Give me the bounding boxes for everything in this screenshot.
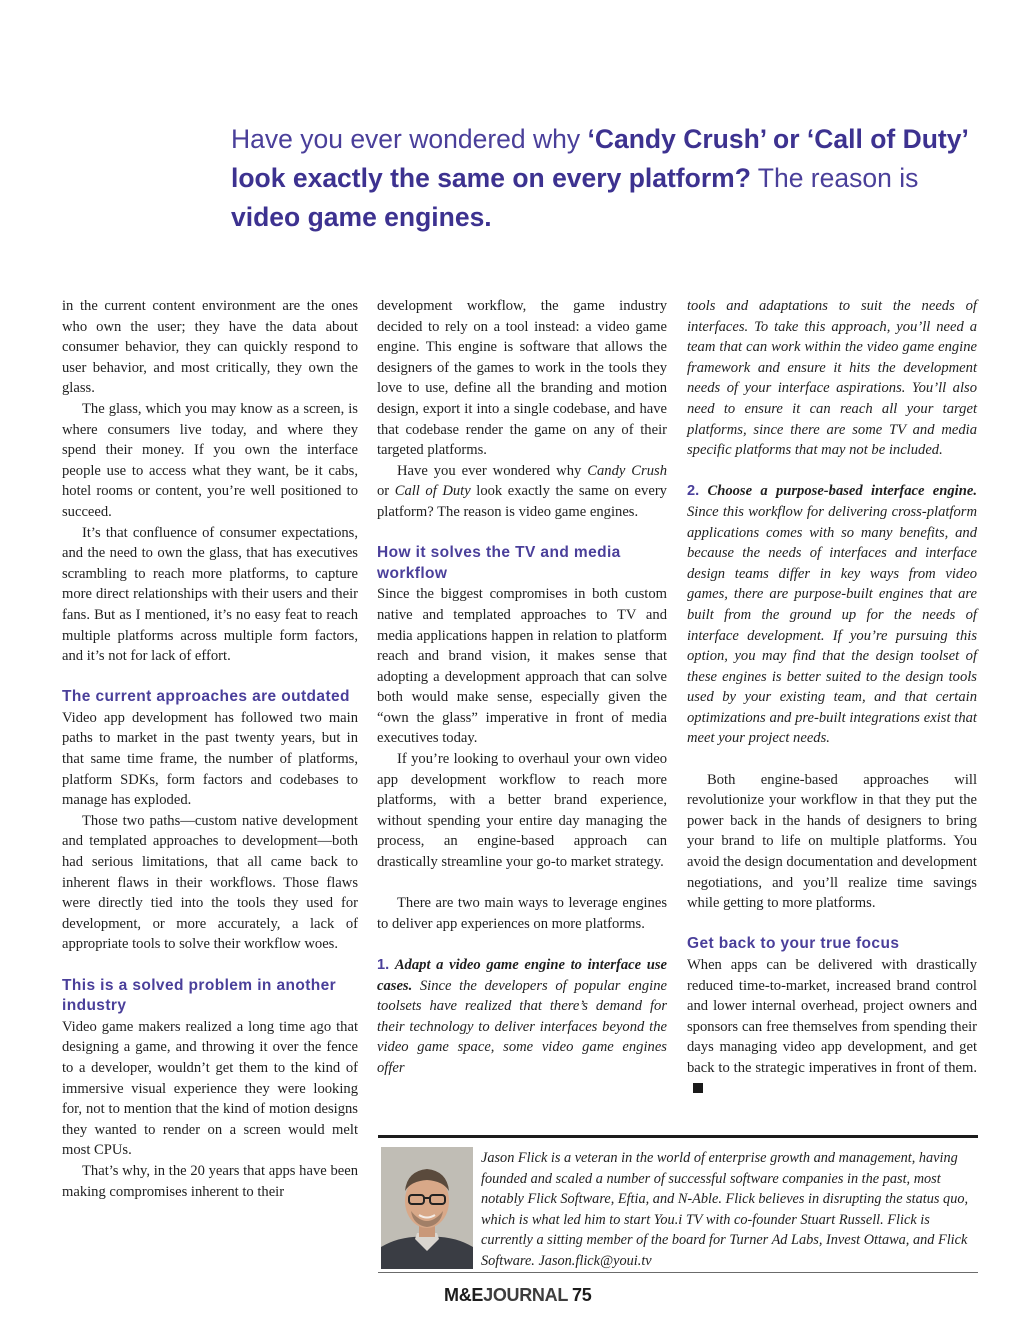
paragraph: Since the biggest compromises in both custom native and templated approaches to TV and media applications happen in relation to platform reach and brand vision, it makes sense that adopting a development approach that can solve both would make sense, especially given the “own the glass” imperative in front of media executives today. — [377, 586, 667, 747]
paragraph: There are two main ways to leverage engines to deliver app experiences on more platforms. — [377, 895, 667, 932]
paragraph: If you’re looking to overhaul your own video app development workflow to reach more platforms, with a better brand experience, without spending your entire day managing the process, an engine-based approach can drastically streamline your go-to market strategy. — [377, 751, 667, 871]
paragraph: Video game makers realized a long time ago that designing a game, and throwing it over the fence to a developer, wouldn’t get them to the kind of immersive visual experience they were looking for, not to mention that the kind of motion designs they wanted to render on a screen would melt most CPUs. — [62, 1018, 358, 1159]
paragraph: Video app development has followed two main paths to market in the past twenty years, but in that same time frame, the number of platforms, platform SDKs, form factors and codebases to manage has exploded. — [62, 709, 358, 809]
list-text: Since this workflow for delivering cross-platform applications comes with so many benefits, and because the needs of interfaces and interface design teams differ in key ways from video games, there are purpose-built engines that are built from the ground up for the needs of interface development. If you’re pursuing this option, you may find that the design toolset of these engines is better suited to the design tools used by your existing team, and that certain optimizations and pre-built integrations exist that meet your project needs. — [687, 503, 977, 747]
list-item — [377, 955, 667, 1079]
journal-name: JOURNAL — [483, 1285, 569, 1305]
page-number: 75 — [572, 1285, 592, 1305]
pull-quote-part-1: Have you ever wondered why — [231, 124, 588, 154]
column-3 — [687, 296, 977, 1099]
game-title: Call of Duty — [394, 483, 471, 500]
bio-bottom-rule — [378, 1272, 978, 1273]
section-heading: The current approaches are outdated — [62, 688, 350, 706]
section-heading: How it solves the TV and media workflow — [377, 544, 621, 582]
game-title: Candy Crush — [587, 462, 667, 479]
pull-quote-part-3: The reason is — [750, 163, 919, 193]
column-1 — [62, 296, 358, 1202]
text-run: look exactly the same on every platform? The reason is video game engines. — [377, 483, 667, 520]
pull-quote — [231, 120, 991, 237]
paragraph — [377, 461, 667, 523]
end-mark-icon — [693, 1083, 703, 1093]
paragraph — [687, 955, 977, 1099]
paragraph: tools and adaptations to suit the needs of interfaces. To take this approach, you’ll need a team that can work within the video game engine framework and ensure it hits the development needs of your interface aspirations. You’ll also need to ensure it can reach all your target platforms, since there are some TV and media specific platforms that may not be included. — [687, 298, 977, 459]
section-heading: Get back to your true focus — [687, 935, 900, 953]
list-number: 2. — [687, 483, 700, 500]
list-text: Since the developers of popular engine toolsets have realized that there’s demand for their technology to deliver interfaces beyond the video game space, some video game engines offer — [377, 977, 667, 1076]
column-2 — [377, 296, 667, 1079]
paragraph: in the current content environment are the ones who own the user; they have the data about consumer behavior, they can quickly respond to user behavior, and most critically, they own the glass. — [62, 298, 358, 397]
author-bio: Jason Flick is a veteran in the world of enterprise growth and management, having founded and scaled a number of successful software companies in the past, most notably Flick Software, Eftia, and N-Able. Flick believes in disrupting the status quo, which is what led him to start You.i TV with co-founder Stuart Russell. Flick is currently a sitting member of the board for Turner Ad Labs, Invest Ottawa, and Flick Software. Jason.flick@youi.tv — [481, 1150, 969, 1269]
paragraph: That’s why, in the 20 years that apps have been making compromises inherent to their — [62, 1162, 358, 1200]
pull-quote-part-4: video game engines. — [231, 202, 492, 232]
text-run: Have you ever wondered why — [397, 462, 588, 479]
paragraph: It’s that confluence of consumer expectations, and the need to own the glass, that has executives scrambling to reach more platforms, to capture more direct relationships with their users and their fans. But as I mentioned, it’s no easy feat to reach multiple platforms across multiple form factors, and it’s not for lack of effort. — [62, 524, 358, 665]
page-footer — [444, 1285, 591, 1306]
section-heading: This is a solved problem in another industry — [62, 976, 337, 1015]
paragraph: development workflow, the game industry decided to rely on a tool instead: a video game engine. This engine is software that allows the designers of the games to work in the tools they love to use, define all the branding and motion design, export it into a single codebase, and have that codebase render the game on any of their targeted platforms. — [377, 298, 667, 459]
text-run: or — [377, 483, 395, 500]
pull-quote-part-2: ‘Candy Crush’ or ‘Call of Duty’ look exactly the same on every platform? — [231, 124, 968, 193]
journal-brand: M&E — [444, 1285, 484, 1305]
list-lead: Choose a purpose-based interface engine. — [707, 483, 977, 500]
paragraph: Both engine-based approaches will revolutionize your workflow in that they put the power back in the hands of designers to bring your brand to life on multiple platforms. You avoid the design documentation and development negotiations, and you’ll realize time savings while getting to more platforms. — [687, 771, 977, 912]
paragraph-text: When apps can be delivered with drastically reduced time-to-market, increased brand control and lower internal overhead, project owners and sponsors can free themselves from spending their days managing video app development, and get back to the strategic imperatives in front of them. — [687, 957, 977, 1076]
list-item — [687, 481, 977, 749]
list-lead: Adapt a video game engine to interface use cases. — [377, 957, 667, 994]
list-number: 1. — [377, 957, 390, 973]
bio-top-rule — [378, 1135, 978, 1138]
paragraph: The glass, which you may know as a screen, is where consumers live today, and where they spend their money. If you own the interface people use to access what they want, be it cabs, hotel rooms or content, you’re well positioned to succeed. — [62, 400, 358, 520]
author-photo — [381, 1147, 473, 1269]
paragraph: Those two paths—custom native development and templated approaches to development—both had serious limitations, that all came back to inherent flaws in their workflows. Those flaws were directly tied into the tools they used for development, or more accurately, a lack of appropriate tools to solve their workflow woes. — [62, 812, 358, 953]
